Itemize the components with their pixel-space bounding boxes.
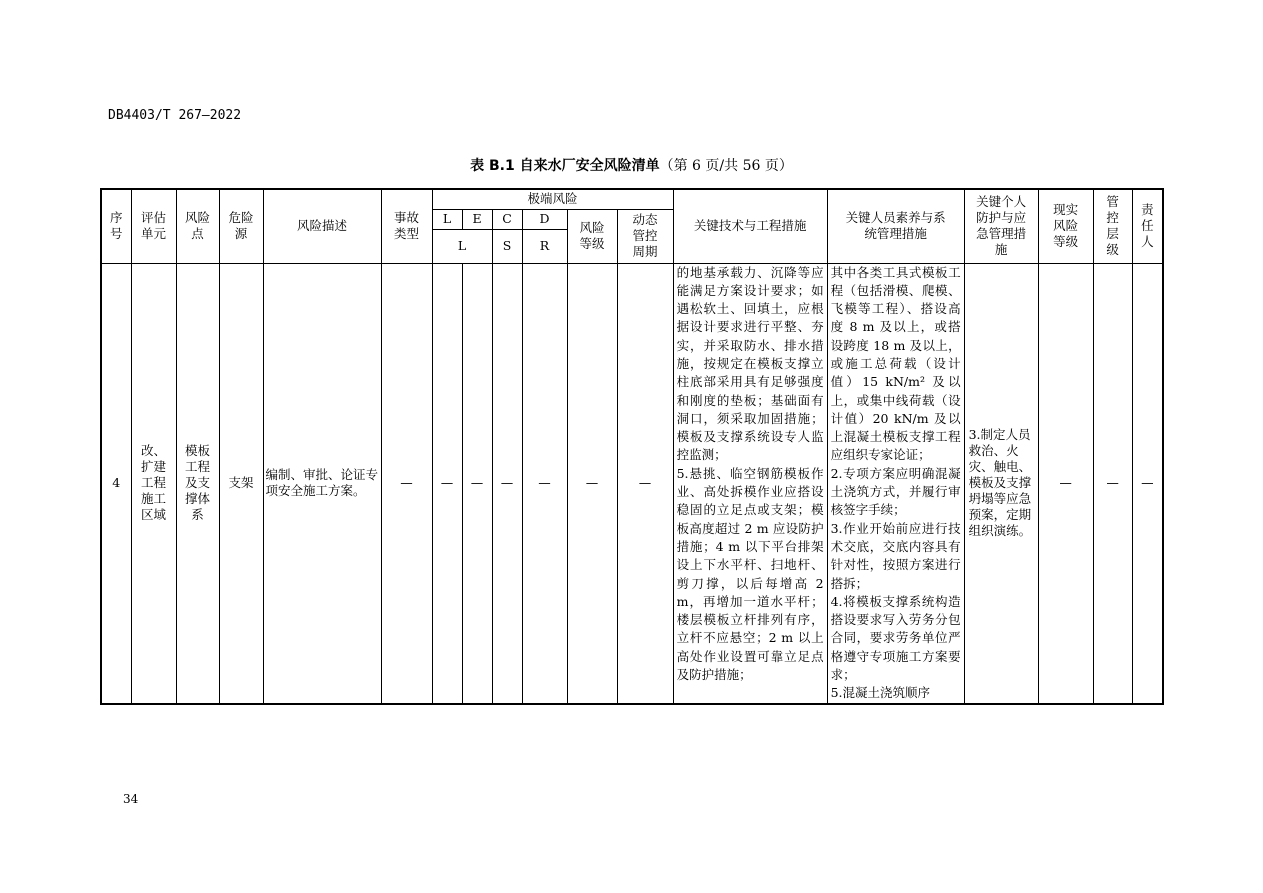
cell-dynamic: — [617,263,673,704]
col-D: D [522,209,567,229]
cell-personnel: 其中各类工具式模板工程（包括滑模、爬模、飞模等工程）、搭设高度 8 m 及以上，或搭设跨度 18 m 及以上，或施工总荷载（设计值）15 kN/m² 及以上，或集中线荷载（设计值）20 kN/m 及以上混凝土模板支撑工程应组织专家论证； 2.专项方案应明确混凝土浇筑方式，并履行审核签字手续； 3.作业开始前应进行技术交底，交底内容具有针对性，按照方案进行搭拆； 4.将模板支撑系统构造搭设要求写入劳务分包合同，要求劳务单位严格遵守专项施工方案要求； 5.混凝土浇筑顺序 [827,263,964,704]
cell-tech: 的地基承载力、沉降等应能满足方案设计要求；如遇松软土、回填土，应根据设计要求进行平整、夯实，并采取防水、排水措施，按规定在模板支撑立柱底部采用具有足够强度和刚度的垫板；基础面有洞口，须采取加固措施；模板及支撑系统设专人监控监测； 5.悬挑、临空钢筋模板作业、高处拆模作业应搭设稳固的立足点或支架；模板高度超过 2 m 应设防护措施；4 m 以下平台排架设上下水平杆、扫地杆、剪刀撑，以后每增高 2 m，再增加一道水平杆；楼层模板立杆排列有序，立杆不应悬空；2 m 以上高处作业设置可靠立足点及防护措施； [673,263,827,704]
col-current-level: 现实 风险 等级 [1038,189,1093,263]
col-risk-level: 风险 等级 [567,209,617,263]
col-control-layer: 管 控 层 级 [1093,189,1132,263]
col-dynamic: 动态 管控 周期 [617,209,673,263]
col-protection: 关键个人 防护与应 急管理措 施 [964,189,1038,263]
cell-control-layer: — [1093,263,1132,704]
table-row [101,263,1163,704]
col-accident-type: 事故 类型 [381,189,432,263]
col-S: S [492,229,522,263]
cell-protection: 3.制定人员救治、火灾、触电、模板及支撑坍塌等应急预案，定期组织演练。 [964,263,1038,704]
cell-accident-type: — [381,263,432,704]
table-title-main: 表 B.1 自来水厂安全风险清单 [470,158,660,174]
col-L: L [432,209,462,229]
cell-responsible: — [1132,263,1163,704]
cell-risk-point: 模板 工程 及支 撑体 系 [176,263,219,704]
cell-E: — [462,263,492,704]
cell-seq: 4 [101,263,131,704]
col-personnel: 关键人员素养与系 统管理措施 [827,189,964,263]
cell-C: — [492,263,522,704]
col-risk-point: 风险 点 [176,189,219,263]
cell-L: — [432,263,462,704]
col-hazard: 危险 源 [219,189,263,263]
col-unit: 评估 单元 [131,189,176,263]
table-title [0,155,1263,175]
cell-risk-level: — [567,263,617,704]
col-seq: 序 号 [101,189,131,263]
document-code: DB4403/T 267—2022 [108,108,242,123]
col-description: 风险描述 [263,189,381,263]
cell-current-level: — [1038,263,1093,704]
risk-table [100,188,1164,705]
col-responsible: 责 任 人 [1132,189,1163,263]
table-title-page-info: （第 6 页/共 56 页） [659,158,793,174]
col-extreme-risk: 极端风险 [432,189,673,209]
page-number: 34 [123,792,139,806]
header-row-1 [101,189,1163,209]
cell-description: 编制、审批、论证专项安全施工方案。 [263,263,381,704]
col-L2: L [432,229,492,263]
col-tech: 关键技术与工程措施 [673,189,827,263]
cell-hazard: 支架 [219,263,263,704]
cell-unit: 改、 扩建 工程 施工 区域 [131,263,176,704]
col-R: R [522,229,567,263]
col-E: E [462,209,492,229]
cell-D: — [522,263,567,704]
col-C: C [492,209,522,229]
